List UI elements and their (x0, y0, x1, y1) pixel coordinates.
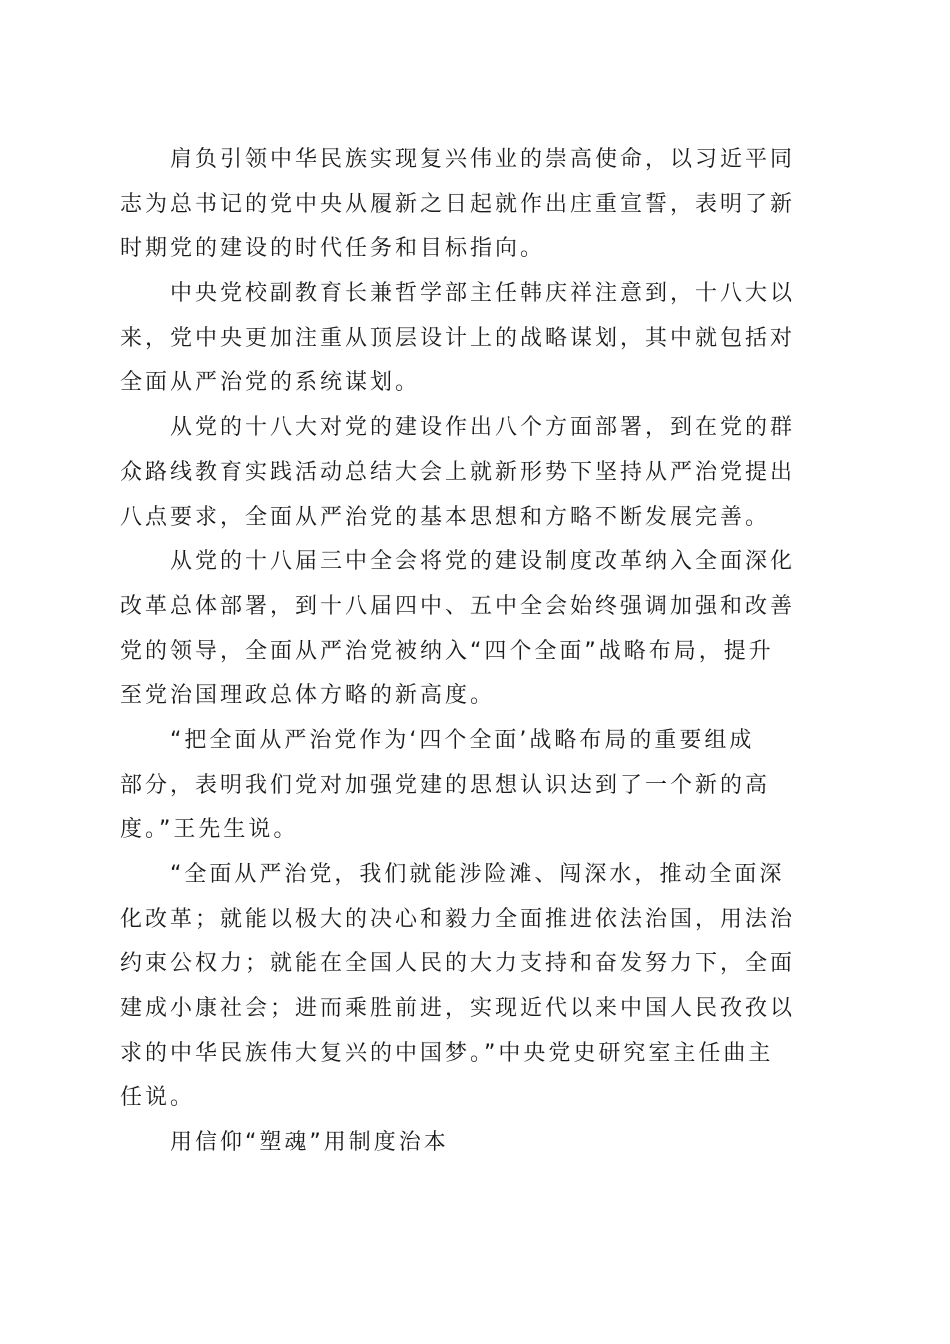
text-line: 肩负引领中华民族实现复兴伟业的崇高使命，以习近平同 (170, 147, 796, 172)
text-line: 建成小康社会；进而乘胜前进，实现近代以来中国人民孜孜以 (120, 996, 796, 1022)
text-line: 化改革；就能以极大的决心和毅力全面推进依法治国，用法治 (120, 906, 796, 932)
document-body (120, 138, 830, 1166)
paragraph-eighteenth-congress (120, 406, 830, 540)
text-line: 时期党的建设的时代任务和目标指向。 (120, 236, 546, 262)
text-line: 来，党中央更加注重从顶层设计上的战略谋划，其中就包括对 (120, 325, 796, 351)
text-line: 中央党校副教育长兼哲学部主任韩庆祥注意到，十八大以 (170, 281, 796, 307)
text-line: 从党的十八大对党的建设作出八个方面部署，到在党的群 (170, 415, 796, 441)
paragraph-plenary-sessions (120, 540, 830, 719)
text-line: 党的领导，全面从严治党被纳入“四个全面”战略布局，提升 (120, 638, 774, 664)
text-line: 至党治国理政总体方略的新高度。 (120, 683, 496, 709)
text-line: 任说。 (120, 1085, 196, 1111)
text-line: 约束公权力；就能在全国人民的大力支持和奋发努力下，全面 (120, 951, 796, 977)
text-line: 众路线教育实践活动总结大会上就新形势下坚持从严治党提出 (120, 459, 796, 485)
text-line: 改革总体部署，到十八届四中、五中全会始终强调加强和改善 (120, 593, 796, 619)
paragraph-wang-quote (120, 719, 830, 853)
paragraph-qu-quote (120, 853, 830, 1121)
text-line: 全面从严治党的系统谋划。 (120, 370, 421, 396)
section-heading (120, 1121, 830, 1166)
text-line: 从党的十八届三中全会将党的建设制度改革纳入全面深化 (170, 549, 796, 575)
text-line: 部分，表明我们党对加强党建的思想认识达到了一个新的高 (120, 772, 771, 798)
section-heading-text: 用信仰“塑魂”用制度治本 (170, 1130, 449, 1156)
text-line: “全面从严治党，我们就能涉险滩、闯深水，推动全面深 (170, 862, 785, 887)
text-line: 志为总书记的党中央从履新之日起就作出庄重宣誓，表明了新 (120, 191, 796, 217)
paragraph-han-qingxiang (120, 272, 830, 406)
text-line: 八点要求，全面从严治党的基本思想和方略不断发展完善。 (120, 504, 771, 530)
text-line: 求的中华民族伟大复兴的中国梦。”中央党史研究室主任曲主 (120, 1040, 774, 1066)
paragraph-mission (120, 138, 830, 272)
text-line: “把全面从严治党作为‘四个全面’战略布局的重要组成 (170, 727, 755, 753)
text-line: 度。”王先生说。 (120, 817, 299, 843)
